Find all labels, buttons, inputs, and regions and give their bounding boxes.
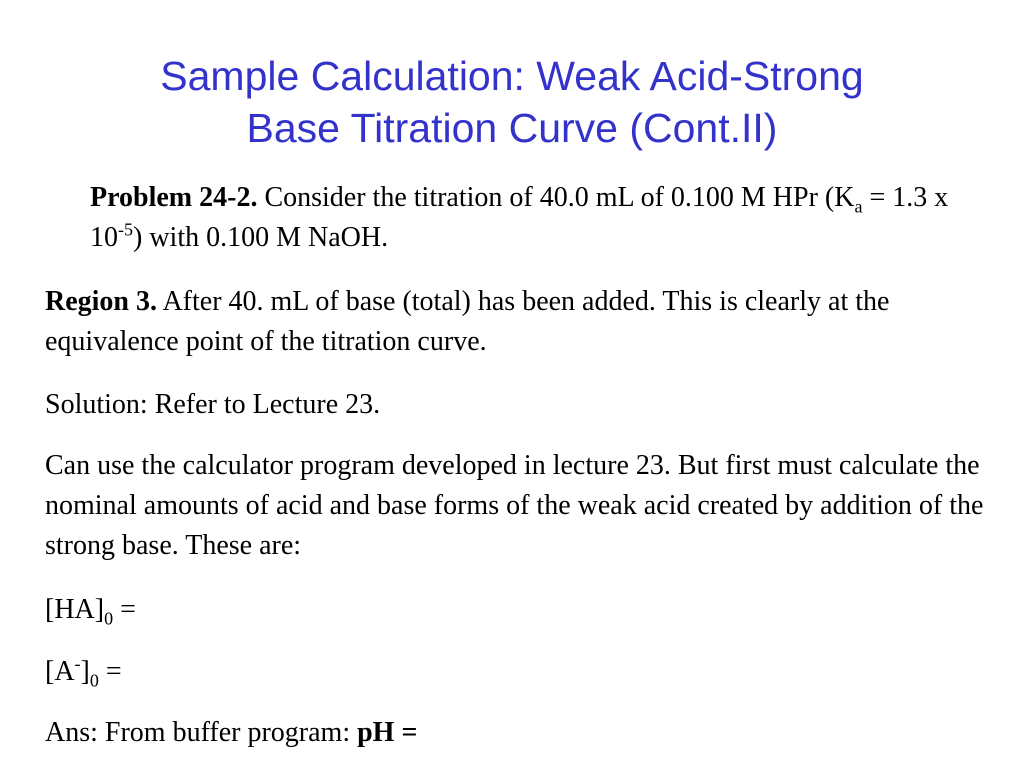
answer-text: Ans: From buffer program:	[45, 717, 358, 748]
slide-title	[0, 50, 1024, 154]
solution-paragraph: Solution: Refer to Lecture 23.	[45, 389, 381, 420]
ha-equation	[45, 590, 985, 630]
calculation-paragraph: Can use the calculator program developed in lecture 23. But first must calculate the nominal amounts of acid and base forms of the weak acid created by addition of the strong base. These are:	[45, 450, 984, 561]
ha-text: [HA]	[45, 594, 105, 625]
answer-ph-label: pH =	[357, 717, 418, 748]
a-minus-equation	[45, 652, 985, 692]
a-text-b: ]	[80, 656, 90, 687]
problem-text-a: Consider the titration of 40.0 mL of 0.100 M HPr (K	[257, 182, 855, 213]
problem-text-b: = 1.3 x 10	[90, 182, 949, 253]
a-subscript: 0	[89, 670, 99, 691]
ha-subscript: 0	[104, 608, 114, 629]
problem-text-c: ) with 0.100 M NaOH.	[133, 222, 389, 253]
region-3-text: After 40. mL of base (total) has been added. This is clearly at the equivalence point of the titration curve.	[45, 286, 890, 357]
answer-line	[45, 713, 985, 753]
a-equals: =	[98, 656, 122, 687]
ka-subscript: a	[854, 196, 863, 217]
region-3-label: Region 3.	[45, 286, 157, 317]
region-3-paragraph	[45, 282, 985, 362]
title-line-1: Sample Calculation: Weak Acid-Strong	[160, 53, 864, 99]
a-text-a: [A	[45, 656, 75, 687]
exponent-superscript: -5	[118, 219, 133, 240]
title-line-2: Base Titration Curve (Cont.II)	[246, 105, 778, 151]
ha-equals: =	[113, 594, 136, 625]
problem-label: Problem 24-2.	[90, 182, 258, 213]
a-superscript: -	[74, 653, 81, 674]
problem-statement	[90, 178, 970, 258]
